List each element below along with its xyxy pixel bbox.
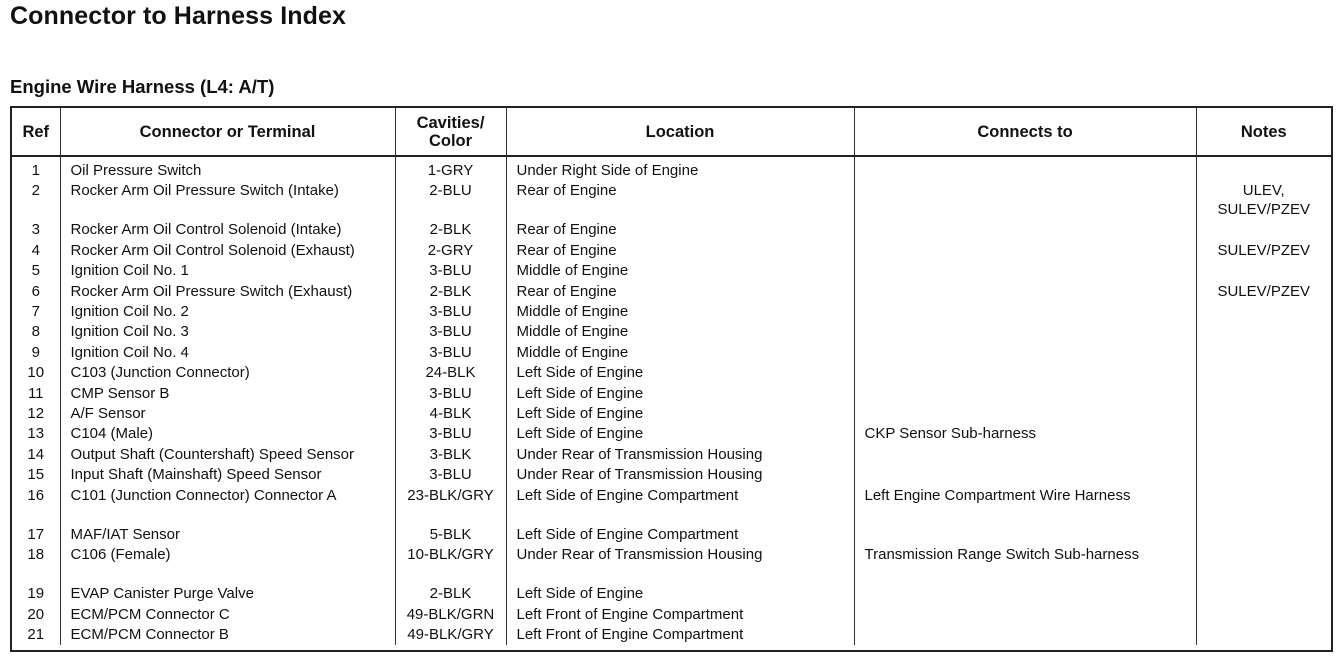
cell-notes — [1196, 584, 1331, 604]
table-row — [12, 545, 1331, 584]
cell-ref: 20 — [12, 605, 60, 625]
cell-connects-to — [854, 404, 1196, 424]
column-header-cavities — [395, 108, 506, 156]
cell-notes — [1196, 605, 1331, 625]
cell-connects-to — [854, 282, 1196, 302]
cell-location: Left Side of Engine — [506, 584, 854, 604]
cell-cavities: 4-BLK — [395, 404, 506, 424]
cell-cavities: 3-BLU — [395, 384, 506, 404]
cell-connects-to: Left Engine Compartment Wire Harness — [854, 486, 1196, 525]
cell-location: Left Side of Engine — [506, 424, 854, 444]
cell-location: Left Front of Engine Compartment — [506, 625, 854, 645]
table-row — [12, 282, 1331, 302]
cell-cavities: 3-BLK — [395, 445, 506, 465]
cell-cavities: 10-BLK/GRY — [395, 545, 506, 584]
cell-cavities: 49-BLK/GRY — [395, 625, 506, 645]
cell-connector: ECM/PCM Connector B — [60, 625, 395, 645]
cell-cavities: 3-BLU — [395, 343, 506, 363]
cell-connector: Ignition Coil No. 1 — [60, 261, 395, 281]
cell-connector: Rocker Arm Oil Control Solenoid (Intake) — [60, 220, 395, 240]
table-body — [12, 156, 1331, 645]
cell-cavities: 1-GRY — [395, 156, 506, 181]
cell-connector: C101 (Junction Connector) Connector A — [60, 486, 395, 525]
cell-ref: 4 — [12, 241, 60, 261]
cell-notes — [1196, 302, 1331, 322]
cell-ref: 19 — [12, 584, 60, 604]
cell-cavities: 23-BLK/GRY — [395, 486, 506, 525]
cell-location: Rear of Engine — [506, 282, 854, 302]
table-row — [12, 181, 1331, 220]
cell-connects-to — [854, 322, 1196, 342]
cell-ref: 16 — [12, 486, 60, 525]
cell-connector: Output Shaft (Countershaft) Speed Sensor — [60, 445, 395, 465]
table-row — [12, 486, 1331, 525]
cell-connector: C104 (Male) — [60, 424, 395, 444]
cell-ref: 3 — [12, 220, 60, 240]
cell-ref: 1 — [12, 156, 60, 181]
cell-notes — [1196, 363, 1331, 383]
cell-location: Rear of Engine — [506, 241, 854, 261]
cell-location: Under Right Side of Engine — [506, 156, 854, 181]
cell-notes — [1196, 384, 1331, 404]
cell-connects-to — [854, 384, 1196, 404]
cell-notes — [1196, 525, 1331, 545]
cell-notes — [1196, 261, 1331, 281]
cell-ref: 17 — [12, 525, 60, 545]
table-row — [12, 584, 1331, 604]
cell-ref: 6 — [12, 282, 60, 302]
cell-cavities: 3-BLU — [395, 322, 506, 342]
cell-connects-to: Transmission Range Switch Sub-harness — [854, 545, 1196, 584]
cell-notes — [1196, 424, 1331, 444]
cell-connects-to — [854, 625, 1196, 645]
table-header-row — [12, 108, 1331, 156]
cell-connects-to — [854, 241, 1196, 261]
cell-connects-to: CKP Sensor Sub-harness — [854, 424, 1196, 444]
cell-connector: Ignition Coil No. 4 — [60, 343, 395, 363]
cell-notes — [1196, 220, 1331, 240]
table-row — [12, 302, 1331, 322]
cell-notes: SULEV/PZEV — [1217, 241, 1311, 259]
cell-ref: 7 — [12, 302, 60, 322]
cell-location: Left Side of Engine — [506, 363, 854, 383]
cell-notes — [1196, 322, 1331, 342]
cell-ref: 2 — [12, 181, 60, 220]
cell-ref: 13 — [12, 424, 60, 444]
cell-connector: Rocker Arm Oil Pressure Switch (Intake) — [60, 181, 395, 220]
cell-cavities: 24-BLK — [395, 363, 506, 383]
cell-connector: CMP Sensor B — [60, 384, 395, 404]
cell-cavities: 3-BLU — [395, 465, 506, 485]
cell-connects-to — [854, 343, 1196, 363]
cell-ref: 15 — [12, 465, 60, 485]
cell-notes — [1196, 343, 1331, 363]
column-header-location: Location — [506, 108, 854, 156]
cell-location: Left Side of Engine — [506, 384, 854, 404]
table-row — [12, 156, 1331, 181]
cell-notes — [1196, 625, 1331, 645]
cell-cavities: 2-GRY — [395, 241, 506, 261]
harness-index-table — [10, 106, 1333, 652]
table-row — [12, 404, 1331, 424]
cell-connects-to — [854, 220, 1196, 240]
column-header-connects-to: Connects to — [854, 108, 1196, 156]
page-title: Connector to Harness Index — [10, 2, 346, 30]
cell-connects-to — [854, 584, 1196, 604]
cell-notes — [1196, 465, 1331, 485]
cell-connector: C106 (Female) — [60, 545, 395, 584]
table-row — [12, 605, 1331, 625]
cell-notes — [1196, 445, 1331, 465]
cell-location: Under Rear of Transmission Housing — [506, 545, 854, 584]
cell-cavities: 3-BLU — [395, 302, 506, 322]
table-row — [12, 525, 1331, 545]
cell-connects-to — [854, 445, 1196, 465]
cell-location: Middle of Engine — [506, 302, 854, 322]
table-row — [12, 465, 1331, 485]
section-title: Engine Wire Harness (L4: A/T) — [10, 76, 275, 97]
cell-location: Middle of Engine — [506, 322, 854, 342]
cell-connector: Rocker Arm Oil Control Solenoid (Exhaust) — [60, 241, 395, 261]
cell-notes: SULEV/PZEV — [1217, 282, 1311, 300]
cell-connects-to — [854, 363, 1196, 383]
cell-connector: EVAP Canister Purge Valve — [60, 584, 395, 604]
table-row — [12, 363, 1331, 383]
cell-connects-to — [854, 605, 1196, 625]
table-row — [12, 261, 1331, 281]
cell-notes — [1196, 486, 1331, 525]
cell-cavities: 3-BLU — [395, 424, 506, 444]
cell-location: Left Side of Engine — [506, 404, 854, 424]
cell-connects-to — [854, 181, 1196, 220]
cell-connects-to — [854, 525, 1196, 545]
cell-connector: Input Shaft (Mainshaft) Speed Sensor — [60, 465, 395, 485]
cell-notes — [1196, 404, 1331, 424]
cell-ref: 12 — [12, 404, 60, 424]
table-row — [12, 241, 1331, 261]
cell-connector: Rocker Arm Oil Pressure Switch (Exhaust) — [60, 282, 395, 302]
cell-ref: 9 — [12, 343, 60, 363]
cavities-header-line2: Color — [428, 131, 473, 150]
cell-location: Middle of Engine — [506, 343, 854, 363]
table-row — [12, 322, 1331, 342]
cell-notes — [1196, 545, 1331, 584]
cavities-header-line1: Cavities/ — [416, 113, 485, 132]
cell-connects-to — [854, 302, 1196, 322]
cell-connector: Ignition Coil No. 2 — [60, 302, 395, 322]
cell-connects-to — [854, 156, 1196, 181]
cell-connector: C103 (Junction Connector) — [60, 363, 395, 383]
cell-cavities: 2-BLK — [395, 282, 506, 302]
cell-ref: 8 — [12, 322, 60, 342]
cell-connector: ECM/PCM Connector C — [60, 605, 395, 625]
cell-cavities: 49-BLK/GRN — [395, 605, 506, 625]
table-row — [12, 343, 1331, 363]
cell-location: Under Rear of Transmission Housing — [506, 465, 854, 485]
table-row — [12, 625, 1331, 645]
cell-cavities: 2-BLU — [395, 181, 506, 220]
cell-cavities: 3-BLU — [395, 261, 506, 281]
column-header-notes: Notes — [1196, 108, 1331, 156]
cell-location: Under Rear of Transmission Housing — [506, 445, 854, 465]
table-row — [12, 384, 1331, 404]
cell-location: Rear of Engine — [506, 220, 854, 240]
cell-connects-to — [854, 261, 1196, 281]
cell-connector: A/F Sensor — [60, 404, 395, 424]
table-row — [12, 424, 1331, 444]
column-header-ref: Ref — [12, 108, 60, 156]
cell-location: Rear of Engine — [506, 181, 854, 220]
cell-notes: ULEV, SULEV/PZEV — [1217, 182, 1311, 219]
cell-ref: 10 — [12, 363, 60, 383]
cell-location: Left Side of Engine Compartment — [506, 525, 854, 545]
cell-connector: MAF/IAT Sensor — [60, 525, 395, 545]
cell-ref: 5 — [12, 261, 60, 281]
cell-cavities: 5-BLK — [395, 525, 506, 545]
cell-ref: 21 — [12, 625, 60, 645]
cell-ref: 14 — [12, 445, 60, 465]
cell-connector: Ignition Coil No. 3 — [60, 322, 395, 342]
cell-connects-to — [854, 465, 1196, 485]
cell-cavities: 2-BLK — [395, 220, 506, 240]
column-header-connector: Connector or Terminal — [60, 108, 395, 156]
cell-ref: 11 — [12, 384, 60, 404]
cell-notes — [1196, 156, 1331, 181]
cell-connector: Oil Pressure Switch — [60, 156, 395, 181]
table-row — [12, 220, 1331, 240]
cell-cavities: 2-BLK — [395, 584, 506, 604]
cell-location: Left Front of Engine Compartment — [506, 605, 854, 625]
table-row — [12, 445, 1331, 465]
cell-location: Left Side of Engine Compartment — [506, 486, 854, 525]
cell-ref: 18 — [12, 545, 60, 584]
cell-location: Middle of Engine — [506, 261, 854, 281]
